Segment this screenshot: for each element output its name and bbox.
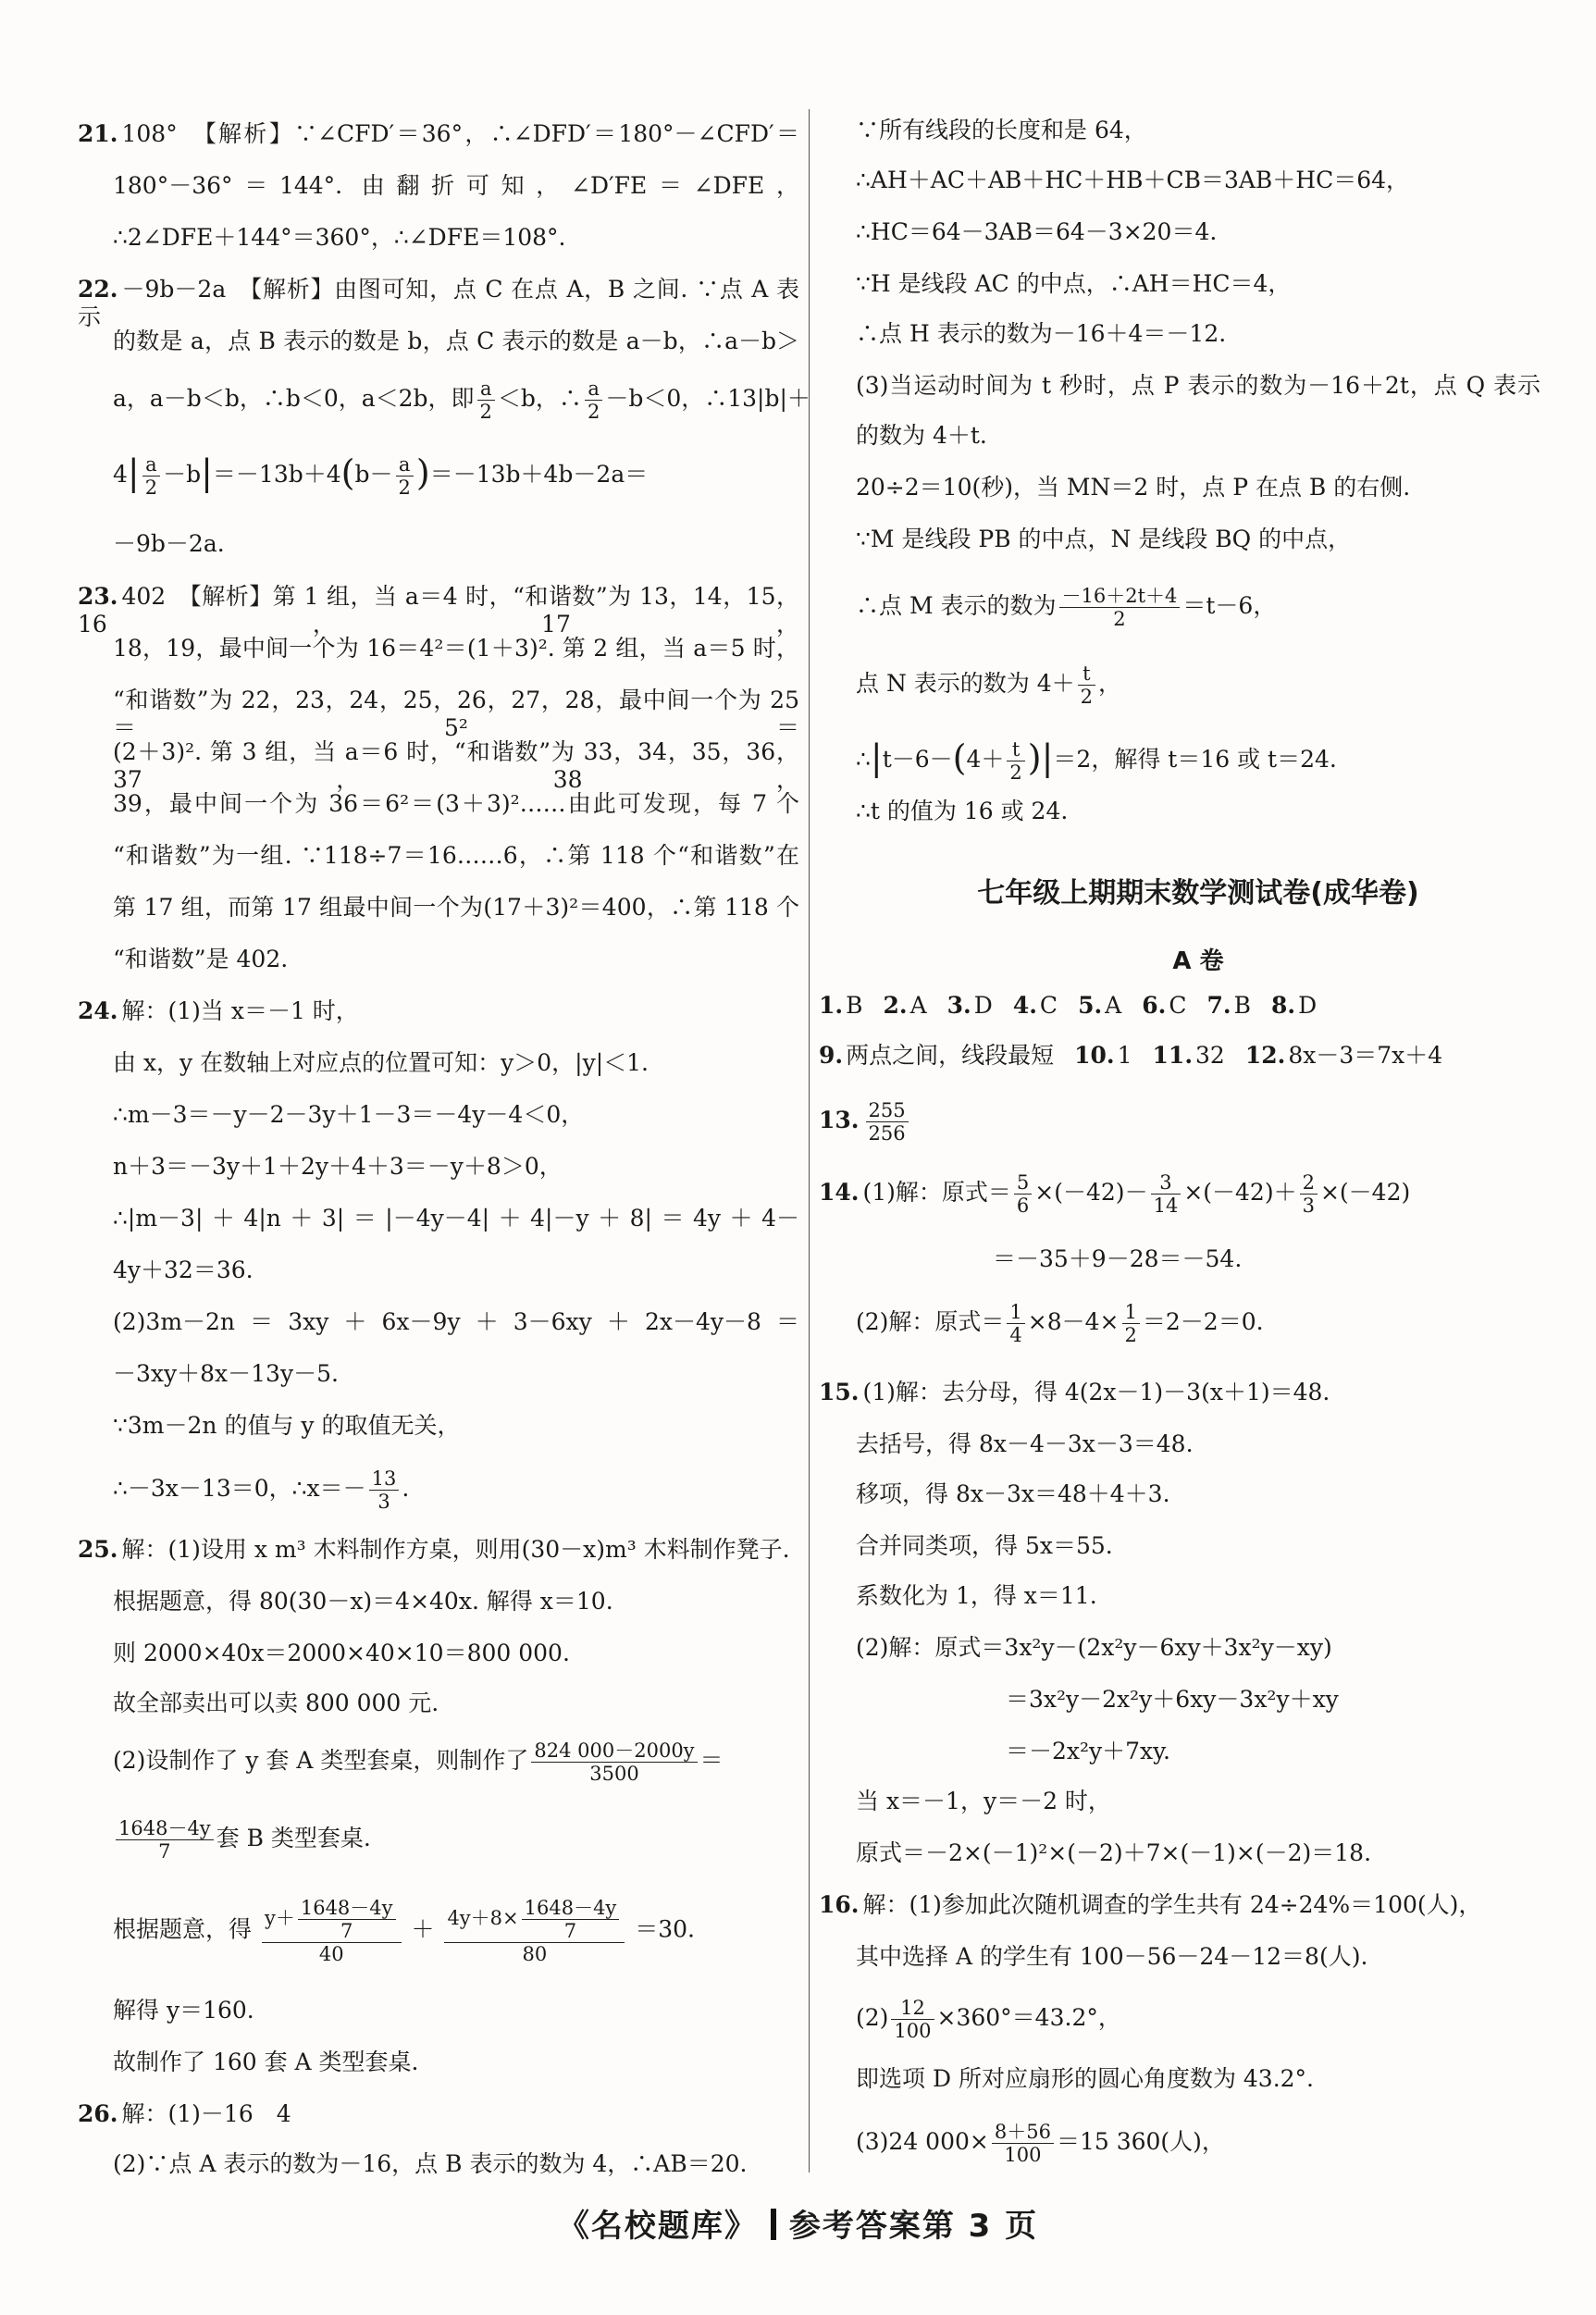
q16-line2: 其中选择 A 的学生有 100－56－24－12＝8(人). — [856, 1943, 1368, 1970]
fraction: $\frac{1648-4y}{7}$ — [116, 1817, 214, 1863]
mc-answer-3: 4. C — [1012, 992, 1058, 1019]
section-title: 七年级上期期末数学测试卷(成华卷) — [977, 877, 1419, 910]
fraction: $\frac{13}{3}$ — [369, 1467, 400, 1513]
mc-answer-4: 5. A — [1078, 992, 1122, 1019]
r-line1: ∵所有线段的长度和是 64， — [856, 117, 1147, 143]
fraction: $\frac{a}{2}$ — [396, 453, 414, 499]
fraction: $\frac{-16+2t+4}{2}$ — [1059, 585, 1181, 630]
q25-line7: 根据题意，得 y＋ $\frac{1648-4y}{7}$ 40 ＋ 4y＋8× $\frac{1648-4y}{7}$ 80 ＝30. — [113, 1897, 696, 1965]
q15-line8: ＝－2x²y＋7xy. — [1006, 1738, 1170, 1764]
fraction: $\frac{t}{2}$ — [1078, 662, 1095, 708]
q16-line5: (3)24 000× $\frac{8+56}{100}$ ＝15 360(人)， — [856, 2121, 1225, 2166]
fill-answer-1: 10. 1 — [1074, 1042, 1132, 1069]
fraction: $\frac{255}{256}$ — [866, 1099, 909, 1145]
fraction: $\frac{1}{4}$ — [1007, 1301, 1024, 1346]
r-line6: (3)当运动时间为 t 秒时，点 P 表示的数为－16＋2t，点 Q 表示 — [856, 372, 1540, 399]
q24-line3: ∴m－3＝－y－2－3y＋1－3＝－4y－4＜0， — [113, 1101, 585, 1128]
fraction: $\frac{8+56}{100}$ — [992, 2121, 1054, 2166]
fraction: $\frac{a}{2}$ — [142, 453, 160, 499]
r-line5: ∴点 H 表示的数为－16＋4＝－12. — [856, 320, 1227, 347]
q21-line3: ∴2∠DFE＋144°＝360°，∴∠DFE＝108°. — [113, 224, 566, 251]
q15-line10: 原式＝－2×(－1)²×(－2)＋7×(－1)×(－2)＝18. — [856, 1839, 1372, 1866]
q15-line7: ＝3x²y－2x²y＋6xy－3x²y＋xy — [1006, 1686, 1339, 1713]
q15-line4: 合并同类项，得 5x＝55. — [856, 1532, 1113, 1559]
fill-blank-answers — [819, 1042, 1463, 1070]
fill-answer-0: 9. 两点之间，线段最短 — [819, 1042, 1055, 1069]
q24-line10: ∴－3x－13＝0，∴x＝－ $\frac{13}{3}$ . — [113, 1467, 410, 1513]
section-subtitle: A 卷 — [1172, 947, 1224, 975]
q13: 13. $\frac{255}{256}$ — [819, 1099, 911, 1145]
q24-line7: (2)3m－2n＝3xy＋6x－9y＋3－6xy＋2x－4y－8＝ — [113, 1308, 799, 1335]
q24-line9: ∵3m－2n 的值与 y 的取值无关， — [113, 1412, 461, 1439]
page-footer — [0, 2200, 1596, 2246]
q24-line6: 4y＋32＝36. — [113, 1257, 254, 1283]
q16-line4: 即选项 D 所对应扇形的圆心角度数为 43.2°. — [856, 2065, 1314, 2092]
fraction: y＋ $\frac{1648-4y}{7}$ 40 — [262, 1897, 402, 1965]
fraction: $\frac{12}{100}$ — [891, 1997, 934, 2042]
fraction: $\frac{a}{2}$ — [585, 378, 602, 423]
q16-line3: (2) $\frac{12}{100}$ ×360°＝43.2°， — [856, 1997, 1121, 2042]
mc-answer-2: 3. D — [946, 992, 993, 1019]
r-line9: ∵M 是线段 PB 的中点，N 是线段 BQ 的中点， — [856, 526, 1352, 552]
mc-answer-7: 8. D — [1270, 992, 1318, 1019]
q14-line1: 14. (1)解：原式＝ $\frac{5}{6}$ ×(－42)－ $\frac{3}{14}$ ×(－42)＋ $\frac{2}{3}$ ×(－42) — [819, 1171, 1411, 1217]
q25-line9: 故制作了 160 套 A 类型套桌. — [113, 2049, 419, 2075]
footer-separator — [771, 2209, 776, 2240]
q15-line6: (2)解：原式＝3x²y－(2x²y－6xy＋3x²y－xy) — [856, 1634, 1332, 1661]
mc-answer-1: 2. A — [883, 992, 927, 1019]
mc-answer-6: 7. B — [1206, 992, 1251, 1019]
q24-line1: 24. 解：(1)当 x＝－1 时， — [78, 997, 359, 1024]
r-line2: ∴AH＋AC＋AB＋HC＋HB＋CB＝3AB＋HC＝64， — [856, 167, 1410, 193]
r-line10: ∴点 M 表示的数为 $\frac{-16+2t+4}{2}$ ＝t－6， — [856, 585, 1277, 630]
fraction: $\frac{t}{2}$ — [1007, 738, 1024, 784]
q25-line5: (2)设制作了 y 套 A 类型套桌，则制作了 $\frac{824 000-2000y}{3500}$ ＝ — [113, 1739, 724, 1785]
q22-line1: 22. －9b－2a 【解析】由图可知，点 C 在点 A，B 之间. ∵点 A 表示 — [78, 276, 799, 330]
q23-line6: “和谐数”为一组. ∵118÷7＝16……6，∴第 118 个“和谐数”在 — [113, 842, 799, 869]
q24-line2: 由 x，y 在数轴上对应点的位置可知：y＞0，|y|＜1. — [113, 1049, 649, 1076]
multiple-choice-answers — [819, 992, 1337, 1020]
r-line13: ∴t 的值为 16 或 24. — [856, 798, 1069, 824]
mc-answer-0: 1. B — [819, 992, 863, 1019]
q22-line5: －9b－2a. — [113, 530, 225, 557]
r-line12: ∴|t－6－(4＋ $\frac{t}{2}$ )|＝2，解得 t＝16 或 t＝24. — [856, 737, 1337, 784]
q26-line1: 26. 解：(1)－16 4 — [78, 2100, 291, 2127]
r-line11: 点 N 表示的数为 4＋ $\frac{t}{2}$ ， — [856, 662, 1122, 708]
r-line4: ∵H 是线段 AC 的中点，∴AH＝HC＝4， — [856, 270, 1292, 297]
q25-line8: 解得 y＝160. — [113, 1997, 254, 2024]
fill-answer-2: 11. 32 — [1152, 1042, 1225, 1069]
q22-line3: a，a－b＜b，∴b＜0，a＜2b，即 $\frac{a}{2}$ ＜b，∴ $\frac{a}{2}$ －b＜0，∴13|b|＋ — [113, 378, 810, 423]
mc-answer-5: 6. C — [1142, 992, 1187, 1019]
q22-line4: 4| $\frac{a}{2}$ －b|＝－13b＋4(b－ $\frac{a}{2}$ )＝－13b＋4b－2a＝ — [113, 452, 649, 499]
q25-line1: 25. 解：(1)设用 x m³ 木料制作方桌，则用(30－x)m³ 木料制作凳子. — [78, 1536, 790, 1563]
q24-line8: －3xy＋8x－13y－5. — [113, 1360, 339, 1387]
fraction: $\frac{2}{3}$ — [1300, 1171, 1318, 1217]
q25-line2: 根据题意，得 80(30－x)＝4×40x. 解得 x＝10. — [113, 1588, 613, 1615]
fraction: $\frac{1}{2}$ — [1122, 1301, 1140, 1346]
q24-line5: ∴|m－3|＋4|n＋3|＝|－4y－4|＋4|－y＋8|＝4y＋4－ — [113, 1205, 799, 1232]
q25-line3: 则 2000×40x＝2000×40×10＝800 000. — [113, 1640, 570, 1666]
fraction: $\frac{a}{2}$ — [477, 378, 495, 423]
q26-line2: (2)∵点 A 表示的数为－16，点 B 表示的数为 4，∴AB＝20. — [113, 2150, 748, 2177]
r-line8: 20÷2＝10(秒)，当 MN＝2 时，点 P 在点 B 的右侧. — [856, 474, 1411, 501]
fraction: $\frac{3}{14}$ — [1151, 1171, 1182, 1217]
q21-line1: 21. 108° 【解析】∵∠CFD′＝36°，∴∠DFD′＝180°－∠CFD′＝ — [78, 120, 799, 147]
fraction: 4y＋8× $\frac{1648-4y}{7}$ 80 — [444, 1897, 625, 1965]
q24-line4: n＋3＝－3y＋1＋2y＋4＋3＝－y＋8＞0， — [113, 1153, 563, 1180]
q23-line3: “和谐数”为 22，23，24，25，26，27，28，最中间一个为 25＝5²＝ — [113, 687, 799, 741]
q23-line1: 23. 402 【解析】第 1 组，当 a＝4 时，“和谐数”为 13，14，15，16，17， — [78, 583, 799, 638]
q14-line3: (2)解：原式＝ $\frac{1}{4}$ ×8－4× $\frac{1}{2}$ ＝2－2＝0. — [856, 1301, 1264, 1346]
fraction: $\frac{5}{6}$ — [1014, 1171, 1032, 1217]
book-title: 《名校题库》 — [557, 2208, 758, 2245]
r-line3: ∴HC＝64－3AB＝64－3×20＝4. — [856, 218, 1218, 245]
q15-line2: 去括号，得 8x－4－3x－3＝48. — [856, 1430, 1194, 1457]
q15-line9: 当 x＝－1，y＝－2 时， — [856, 1788, 1111, 1814]
q25-line4: 故全部卖出可以卖 800 000 元. — [113, 1690, 439, 1716]
q15-line3: 移项，得 8x－3x＝48＋4＋3. — [856, 1480, 1170, 1507]
q23-line5: 39，最中间一个为 36＝6²＝(3＋3)²……由此可发现，每 7 个 — [113, 790, 799, 817]
q23-line7: 第 17 组，而第 17 组最中间一个为(17＋3)²＝400，∴第 118 个 — [113, 894, 799, 921]
q14-line2: ＝－35＋9－28＝－54. — [993, 1245, 1243, 1272]
q21-line2: 180°－36°＝144°. 由翻折可知，∠D′FE＝∠DFE， — [113, 172, 799, 199]
q15-line5: 系数化为 1，得 x＝11. — [856, 1582, 1097, 1609]
q16-line1: 16. 解：(1)参加此次随机调查的学生共有 24÷24%＝100(人)， — [819, 1891, 1482, 1918]
fill-answer-3: 12. 8x－3＝7x＋4 — [1244, 1042, 1443, 1069]
q23-line2: 18，19，最中间一个为 16＝4²＝(1＋3)². 第 2 组，当 a＝5 时， — [113, 635, 799, 662]
fraction: $\frac{824 000-2000y}{3500}$ — [531, 1739, 697, 1785]
q23-line8: “和谐数”是 402. — [113, 946, 289, 972]
q23-line4: (2＋3)². 第 3 组，当 a＝6 时，“和谐数”为 33，34，35，36，37，38， — [113, 738, 799, 793]
page-label: 参考答案第 3 页 — [788, 2208, 1039, 2245]
q15-line1: 15. (1)解：去分母，得 4(2x－1)－3(x＋1)＝48. — [819, 1379, 1330, 1405]
q25-line6: $\frac{1648-4y}{7}$ 套 B 类型套桌. — [78, 1817, 371, 1863]
q22-line2: 的数是 a，点 B 表示的数是 b，点 C 表示的数是 a－b，∴a－b＞ — [113, 328, 799, 354]
r-line7: 的数为 4＋t. — [856, 422, 987, 449]
